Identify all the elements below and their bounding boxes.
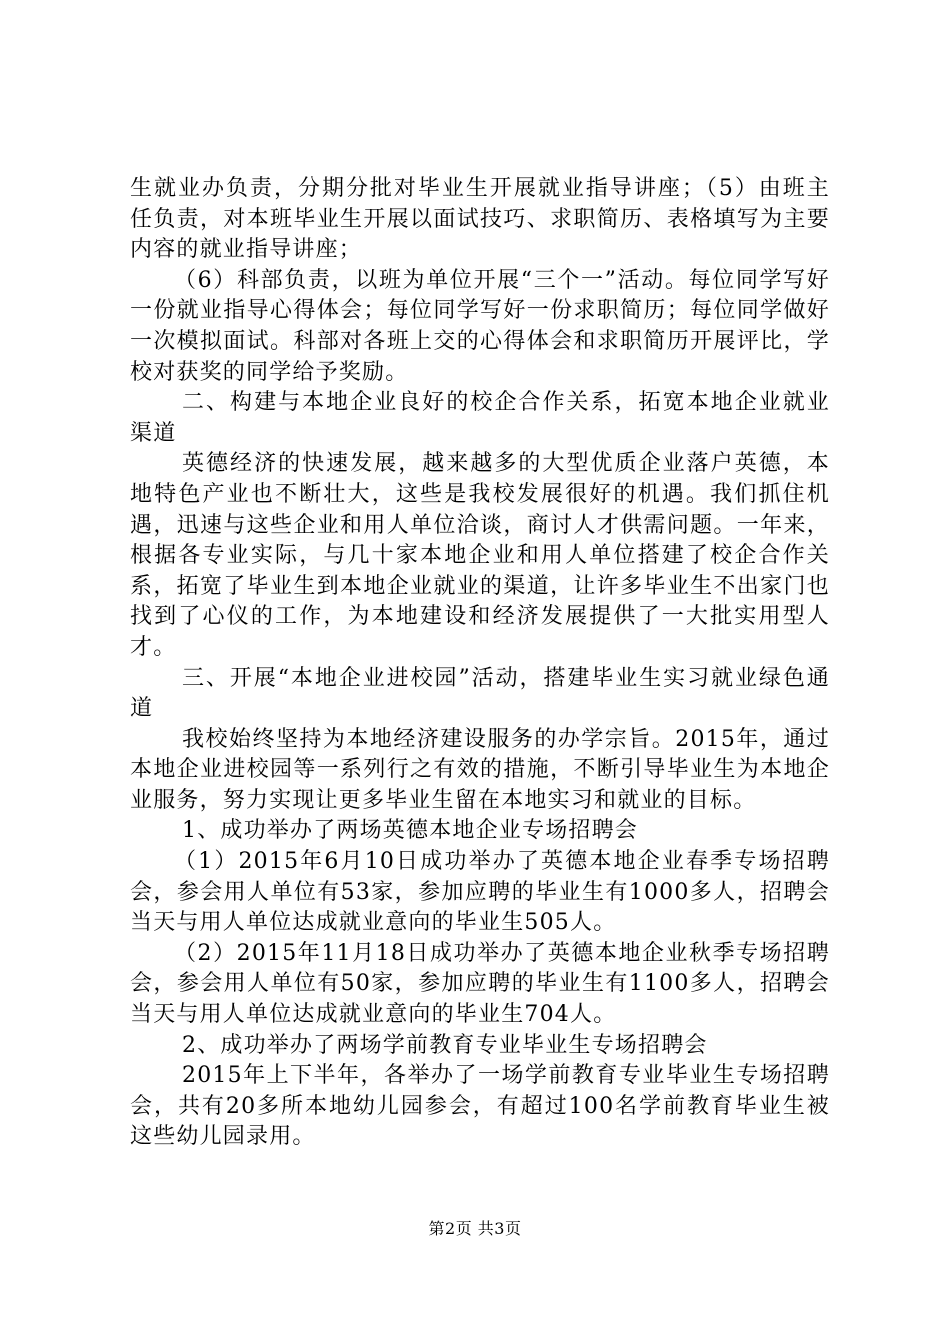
paragraph-preschool-fair: 2015年上下半年，各举办了一场学前教育专业毕业生专场招聘会，共有20多所本地幼儿园参会，有超过100名学前教育毕业生被这些幼儿园录用。 [130, 1063, 830, 1150]
paragraph-school-purpose: 我校始终坚持为本地经济建设服务的办学宗旨。2015年，通过本地企业进校园等一系列行之有效的措施，不断引导毕业生为本地企业服务，努力实现让更多毕业生留在本地实习和就业的目标。 [130, 726, 830, 813]
document-body [130, 174, 830, 1153]
paragraph-three-ones-activity: （6）科部负责，以班为单位开展“三个一”活动。每位同学写好一份就业指导心得体会；每位同学写好一份求职简历；每位同学做好一次模拟面试。科部对各班上交的心得体会和求职简历开展评比，学校对获奖的同学给予奖励。 [130, 267, 830, 385]
paragraph-yingde-economy: 英德经济的快速发展，越来越多的大型优质企业落户英德，本地特色产业也不断壮大，这些是我校发展很好的机遇。我们抓住机遇，迅速与这些企业和用人单位洽谈，商讨人才供需问题。一年来，根据各专业实际，与几十家本地企业和用人单位搭建了校企合作关系，拓宽了毕业生到本地企业就业的渠道，让许多毕业生不出家门也找到了心仪的工作，为本地建设和经济发展提供了一大批实用型人才。 [130, 451, 830, 660]
subheading-1: 1、成功举办了两场英德本地企业专场招聘会 [182, 818, 638, 844]
paragraph-employment-lecture-cont: 生就业办负责，分期分批对毕业生开展就业指导讲座；（5）由班主任负责，对本班毕业生开展以面试技巧、求职简历、表格填写为主要内容的就业指导讲座； [130, 176, 830, 263]
section-heading-2: 二、构建与本地企业良好的校企合作关系，拓宽本地企业就业渠道 [130, 390, 830, 446]
page-number-footer: 第2页 共3页 [428, 1219, 522, 1238]
subheading-2: 2、成功举办了两场学前教育专业毕业生专场招聘会 [182, 1032, 708, 1058]
section-heading-3: 三、开展“本地企业进校园”活动，搭建毕业生实习就业绿色通道 [130, 665, 830, 722]
paragraph-spring-fair: （1）2015年6月10日成功举办了英德本地企业春季专场招聘会，参会用人单位有53家，参加应聘的毕业生有1000多人，招聘会当天与用人单位达成就业意向的毕业生505人。 [130, 849, 830, 936]
paragraph-autumn-fair: （2）2015年11月18日成功举办了英德本地企业秋季专场招聘会，参会用人单位有50家，参加应聘的毕业生有1100多人，招聘会当天与用人单位达成就业意向的毕业生704人。 [130, 940, 830, 1028]
